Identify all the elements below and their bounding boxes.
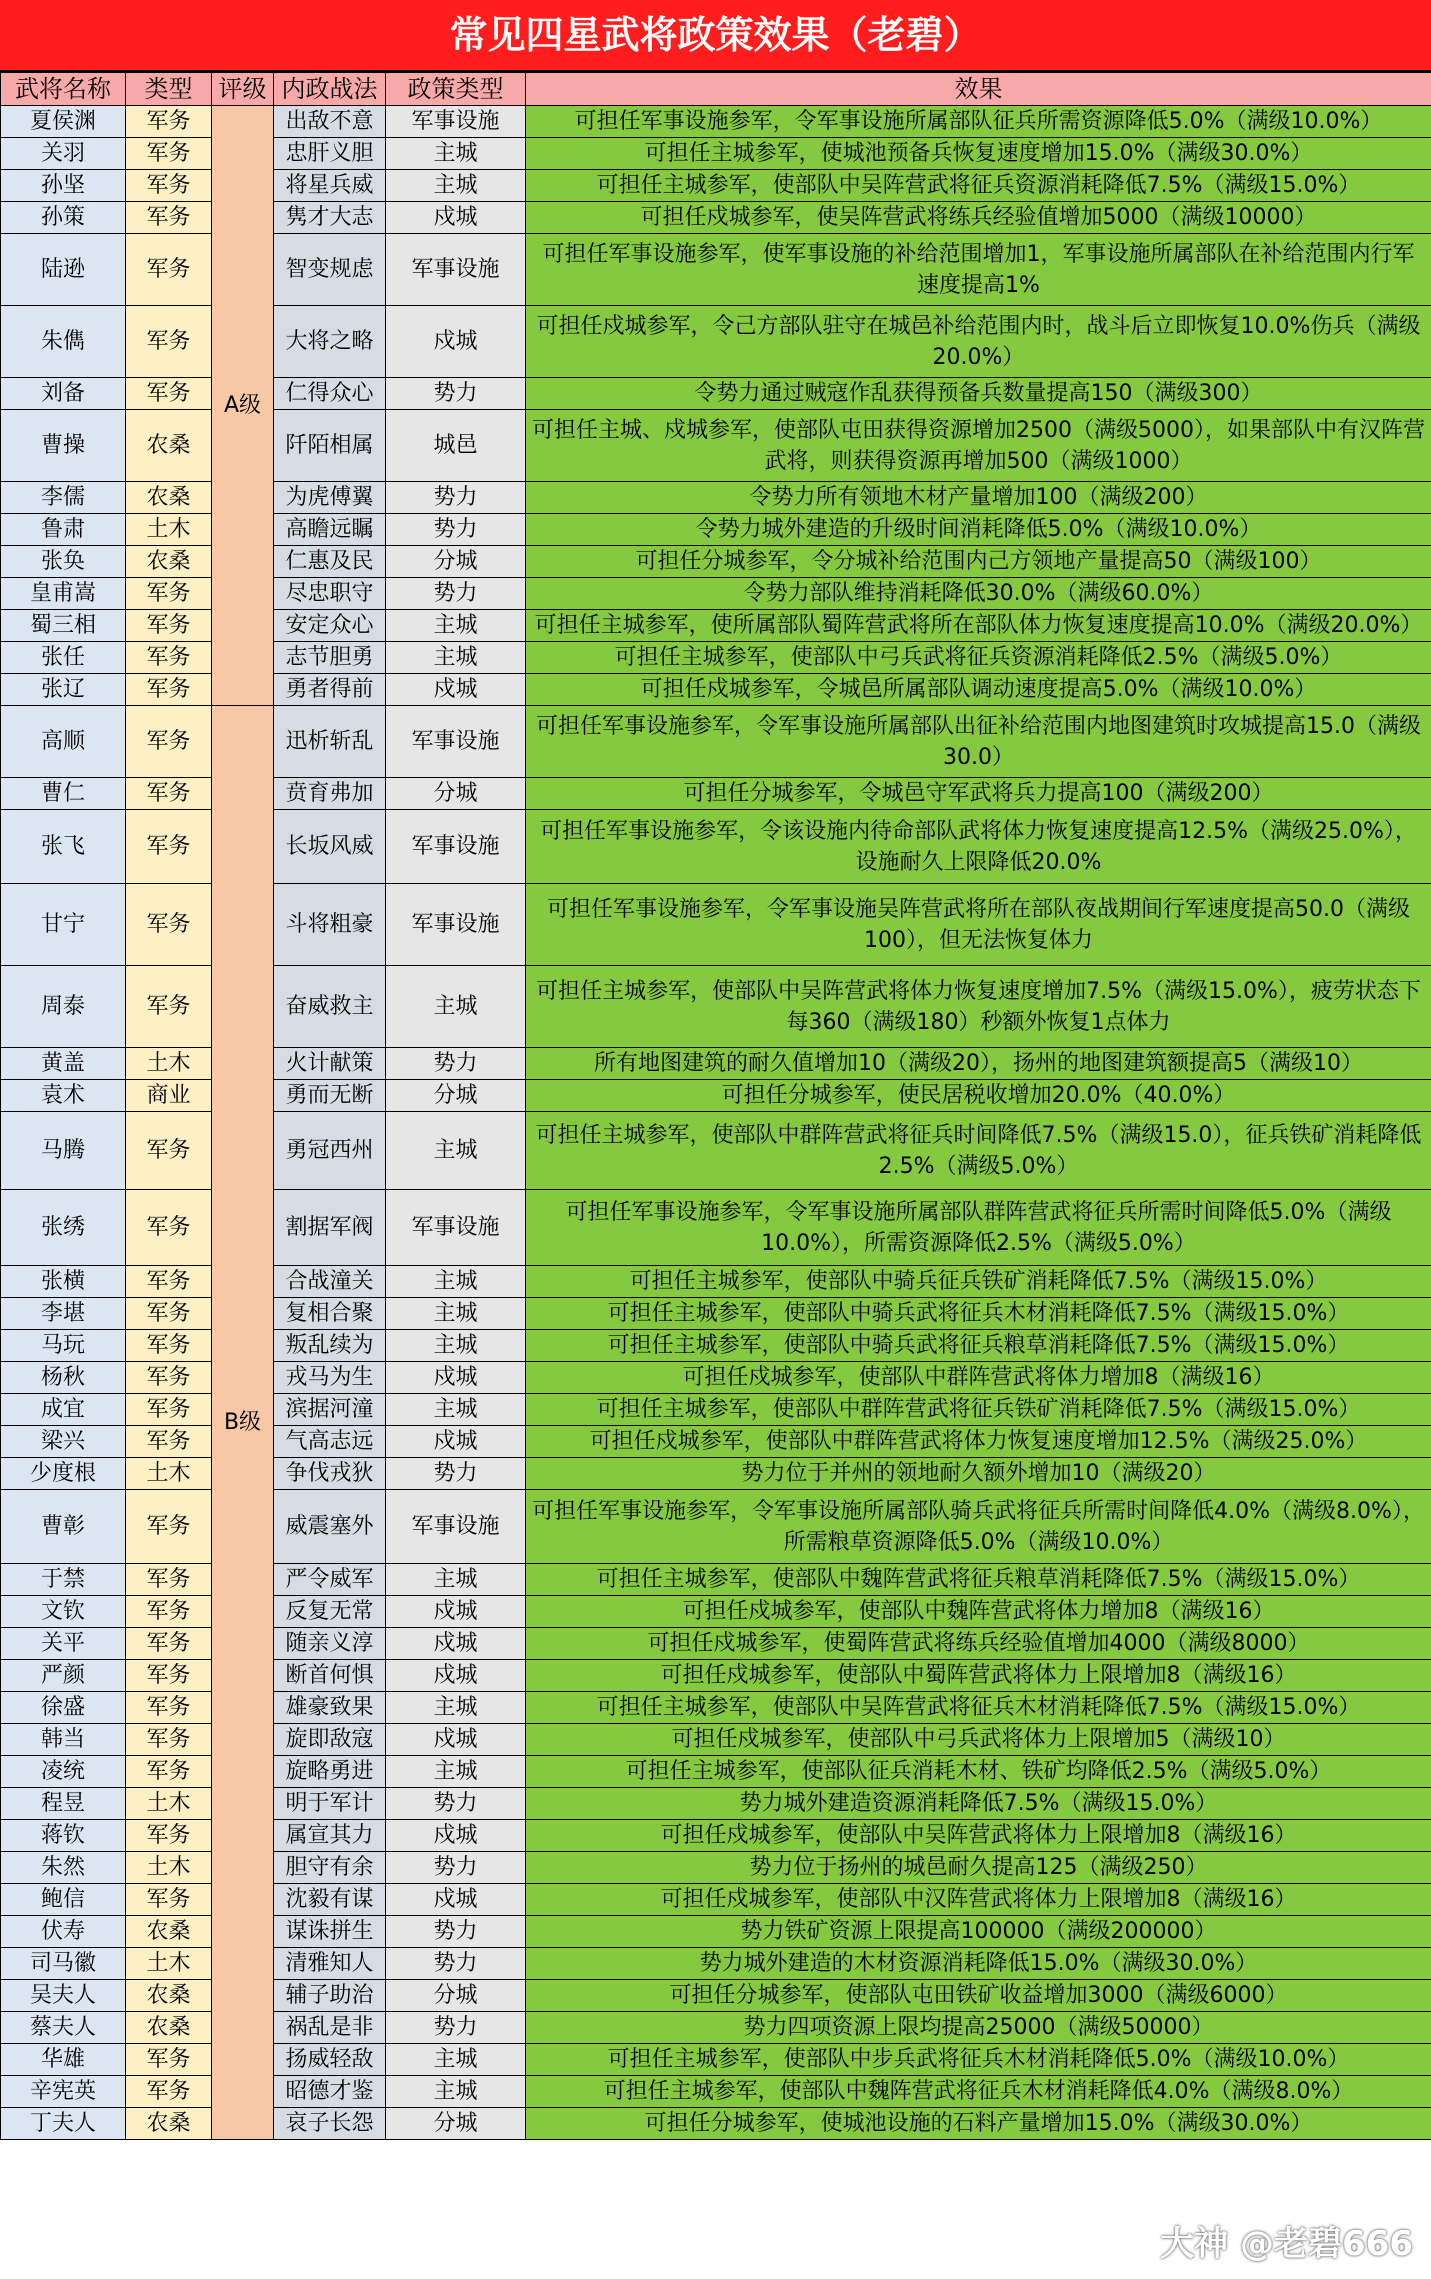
general-name-cell: 杨秋	[1, 1362, 126, 1394]
policy-type-cell: 势力	[386, 1788, 526, 1820]
effect-cell: 势力位于扬州的城邑耐久提高125（满级250）	[526, 1852, 1431, 1884]
general-type-cell: 军务	[126, 1112, 212, 1190]
effect-cell: 势力城外建造的木材资源消耗降低15.0%（满级30.0%）	[526, 1948, 1431, 1980]
general-type-cell: 农桑	[126, 2108, 212, 2140]
skill-cell: 旋略勇进	[274, 1756, 386, 1788]
general-type-cell: 军务	[126, 1490, 212, 1564]
general-name-cell: 张辽	[1, 674, 126, 706]
skill-cell: 断首何惧	[274, 1660, 386, 1692]
general-name-cell: 凌统	[1, 1756, 126, 1788]
skill-cell: 割据军阀	[274, 1190, 386, 1266]
skill-cell: 仁得众心	[274, 378, 386, 410]
policy-type-cell: 军事设施	[386, 1490, 526, 1564]
general-name-cell: 关羽	[1, 138, 126, 170]
general-name-cell: 曹操	[1, 410, 126, 482]
general-name-cell: 成宜	[1, 1394, 126, 1426]
skill-cell: 斗将粗豪	[274, 884, 386, 966]
general-name-cell: 陆逊	[1, 234, 126, 306]
general-name-cell: 李堪	[1, 1298, 126, 1330]
grade-cell: B级	[212, 706, 274, 2140]
table-header-row	[1, 73, 1431, 106]
skill-cell: 胆守有余	[274, 1852, 386, 1884]
skill-cell: 志节胆勇	[274, 642, 386, 674]
skill-cell: 出敌不意	[274, 106, 386, 138]
policy-type-cell: 戍城	[386, 1596, 526, 1628]
effect-cell: 可担任主城参军，使部队中吴阵营武将征兵木材消耗降低7.5%（满级15.0%）	[526, 1692, 1431, 1724]
table-row	[1, 106, 1431, 138]
policy-type-cell: 主城	[386, 2076, 526, 2108]
skill-cell: 威震塞外	[274, 1490, 386, 1564]
policy-type-cell: 主城	[386, 138, 526, 170]
general-name-cell: 关平	[1, 1628, 126, 1660]
skill-cell: 合战潼关	[274, 1266, 386, 1298]
skill-cell: 雄豪致果	[274, 1692, 386, 1724]
effect-cell: 可担任主城参军，使部队征兵消耗木材、铁矿均降低2.5%（满级5.0%）	[526, 1756, 1431, 1788]
effect-cell: 令势力所有领地木材产量增加100（满级200）	[526, 482, 1431, 514]
skill-cell: 忠肝义胆	[274, 138, 386, 170]
general-type-cell: 农桑	[126, 1916, 212, 1948]
header-type: 类型	[126, 73, 212, 106]
policy-type-cell: 戍城	[386, 306, 526, 378]
general-type-cell: 军务	[126, 884, 212, 966]
policy-type-cell: 主城	[386, 170, 526, 202]
policy-type-cell: 主城	[386, 1692, 526, 1724]
policy-type-cell: 分城	[386, 778, 526, 810]
skill-cell: 贲育弗加	[274, 778, 386, 810]
policy-type-cell: 戍城	[386, 1426, 526, 1458]
general-name-cell: 丁夫人	[1, 2108, 126, 2140]
general-type-cell: 军务	[126, 1394, 212, 1426]
effect-cell: 势力四项资源上限均提高25000（满级50000）	[526, 2012, 1431, 2044]
effect-cell: 可担任主城参军，使部队中吴阵营武将征兵资源消耗降低7.5%（满级15.0%）	[526, 170, 1431, 202]
general-type-cell: 军务	[126, 170, 212, 202]
skill-cell: 扬威轻敌	[274, 2044, 386, 2076]
policy-type-cell: 军事设施	[386, 706, 526, 778]
general-name-cell: 韩当	[1, 1724, 126, 1756]
general-type-cell: 军务	[126, 138, 212, 170]
general-type-cell: 农桑	[126, 482, 212, 514]
general-name-cell: 马腾	[1, 1112, 126, 1190]
skill-cell: 火计献策	[274, 1048, 386, 1080]
general-type-cell: 农桑	[126, 546, 212, 578]
general-name-cell: 孙坚	[1, 170, 126, 202]
skill-cell: 严令威军	[274, 1564, 386, 1596]
effect-cell: 可担任戍城参军，使部队中汉阵营武将体力上限增加8（满级16）	[526, 1884, 1431, 1916]
policy-type-cell: 势力	[386, 1048, 526, 1080]
header-policy: 政策类型	[386, 73, 526, 106]
general-type-cell: 军务	[126, 1724, 212, 1756]
general-name-cell: 甘宁	[1, 884, 126, 966]
skill-cell: 滨据河潼	[274, 1394, 386, 1426]
policy-type-cell: 城邑	[386, 410, 526, 482]
general-type-cell: 军务	[126, 1884, 212, 1916]
general-type-cell: 军务	[126, 706, 212, 778]
effect-cell: 所有地图建筑的耐久值增加10（满级20），扬州的地图建筑额提高5（满级10）	[526, 1048, 1431, 1080]
effect-cell: 可担任主城参军，使部队中群阵营武将征兵时间降低7.5%（满级15.0），征兵铁矿消耗降低2.5%（满级5.0%）	[526, 1112, 1431, 1190]
general-type-cell: 军务	[126, 610, 212, 642]
effect-cell: 可担任军事设施参军，令军事设施所属部队骑兵武将征兵所需时间降低4.0%（满级8.0%），所需粮草资源降低5.0%（满级10.0%）	[526, 1490, 1431, 1564]
policy-type-cell: 戍城	[386, 202, 526, 234]
effect-cell: 可担任分城参军，令城邑守军武将兵力提高100（满级200）	[526, 778, 1431, 810]
policy-type-cell: 主城	[386, 2044, 526, 2076]
general-name-cell: 华雄	[1, 2044, 126, 2076]
skill-cell: 奋威救主	[274, 966, 386, 1048]
general-name-cell: 文钦	[1, 1596, 126, 1628]
effect-cell: 可担任戍城参军，使部队中群阵营武将体力增加8（满级16）	[526, 1362, 1431, 1394]
effect-cell: 可担任戍城参军，使部队中蜀阵营武将体力上限增加8（满级16）	[526, 1660, 1431, 1692]
policy-type-cell: 主城	[386, 610, 526, 642]
policy-type-cell: 分城	[386, 1980, 526, 2012]
general-name-cell: 蜀三相	[1, 610, 126, 642]
general-name-cell: 曹仁	[1, 778, 126, 810]
skill-cell: 随亲义淳	[274, 1628, 386, 1660]
general-name-cell: 刘备	[1, 378, 126, 410]
skill-cell: 将星兵威	[274, 170, 386, 202]
general-type-cell: 军务	[126, 778, 212, 810]
policy-type-cell: 主城	[386, 1756, 526, 1788]
effect-cell: 可担任戍城参军，使部队中弓兵武将体力上限增加5（满级10）	[526, 1724, 1431, 1756]
general-type-cell: 军务	[126, 202, 212, 234]
effect-cell: 可担任戍城参军，使吴阵营武将练兵经验值增加5000（满级10000）	[526, 202, 1431, 234]
general-name-cell: 高顺	[1, 706, 126, 778]
general-type-cell: 军务	[126, 306, 212, 378]
skill-cell: 长坂风威	[274, 810, 386, 884]
effect-cell: 可担任分城参军，使城池设施的石料产量增加15.0%（满级30.0%）	[526, 2108, 1431, 2140]
policy-type-cell: 分城	[386, 546, 526, 578]
general-type-cell: 土木	[126, 1852, 212, 1884]
skill-cell: 大将之略	[274, 306, 386, 378]
effect-cell: 可担任戍城参军，使蜀阵营武将练兵经验值增加4000（满级8000）	[526, 1628, 1431, 1660]
policy-type-cell: 势力	[386, 2012, 526, 2044]
general-name-cell: 袁术	[1, 1080, 126, 1112]
skill-cell: 属宣其力	[274, 1820, 386, 1852]
effect-cell: 可担任戍城参军，使部队中吴阵营武将体力上限增加8（满级16）	[526, 1820, 1431, 1852]
policy-type-cell: 戍城	[386, 674, 526, 706]
policy-type-cell: 主城	[386, 1564, 526, 1596]
skill-cell: 昭德才鉴	[274, 2076, 386, 2108]
general-type-cell: 军务	[126, 378, 212, 410]
watermark: 大神 @老碧666	[1160, 2224, 1413, 2264]
general-type-cell: 军务	[126, 1266, 212, 1298]
skill-cell: 祸乱是非	[274, 2012, 386, 2044]
general-name-cell: 徐盛	[1, 1692, 126, 1724]
policy-type-cell: 戍城	[386, 1660, 526, 1692]
general-type-cell: 军务	[126, 1596, 212, 1628]
general-type-cell: 军务	[126, 1660, 212, 1692]
policy-type-cell: 分城	[386, 1080, 526, 1112]
effect-cell: 可担任主城、戍城参军，使部队屯田获得资源增加2500（满级5000），如果部队中有汉阵营武将，则获得资源再增加500（满级1000）	[526, 410, 1431, 482]
general-name-cell: 张横	[1, 1266, 126, 1298]
general-name-cell: 黄盖	[1, 1048, 126, 1080]
effect-cell: 可担任主城参军，使部队中骑兵征兵铁矿消耗降低7.5%（满级15.0%）	[526, 1266, 1431, 1298]
effect-cell: 可担任主城参军，使部队中群阵营武将征兵铁矿消耗降低7.5%（满级15.0%）	[526, 1394, 1431, 1426]
skill-cell: 隽才大志	[274, 202, 386, 234]
effect-cell: 可担任戍城参军，令城邑所属部队调动速度提高5.0%（满级10.0%）	[526, 674, 1431, 706]
general-type-cell: 土木	[126, 514, 212, 546]
effect-cell: 可担任主城参军，使部队中魏阵营武将征兵粮草消耗降低7.5%（满级15.0%）	[526, 1564, 1431, 1596]
policy-type-cell: 主城	[386, 966, 526, 1048]
effect-cell: 可担任戍城参军，使部队中群阵营武将体力恢复速度增加12.5%（满级25.0%）	[526, 1426, 1431, 1458]
general-type-cell: 军务	[126, 1362, 212, 1394]
skill-cell: 勇冠西州	[274, 1112, 386, 1190]
effect-cell: 可担任主城参军，使部队中骑兵武将征兵粮草消耗降低7.5%（满级15.0%）	[526, 1330, 1431, 1362]
general-type-cell: 军务	[126, 1426, 212, 1458]
general-type-cell: 军务	[126, 1564, 212, 1596]
policy-type-cell: 势力	[386, 578, 526, 610]
skill-cell: 戎马为生	[274, 1362, 386, 1394]
general-type-cell: 商业	[126, 1080, 212, 1112]
general-type-cell: 军务	[126, 106, 212, 138]
general-name-cell: 蒋钦	[1, 1820, 126, 1852]
general-name-cell: 于禁	[1, 1564, 126, 1596]
general-type-cell: 土木	[126, 1048, 212, 1080]
general-type-cell: 土木	[126, 1788, 212, 1820]
general-name-cell: 张飞	[1, 810, 126, 884]
effect-cell: 可担任主城参军，使所属部队蜀阵营武将所在部队体力恢复速度提高10.0%（满级20.0%）	[526, 610, 1431, 642]
general-name-cell: 孙策	[1, 202, 126, 234]
general-name-cell: 伏寿	[1, 1916, 126, 1948]
skill-cell: 勇者得前	[274, 674, 386, 706]
general-type-cell: 土木	[126, 1948, 212, 1980]
general-name-cell: 皇甫嵩	[1, 578, 126, 610]
general-type-cell: 军务	[126, 810, 212, 884]
effect-cell: 可担任分城参军，使部队屯田铁矿收益增加3000（满级6000）	[526, 1980, 1431, 2012]
skill-cell: 明于军计	[274, 1788, 386, 1820]
header-name: 武将名称	[1, 73, 126, 106]
effect-cell: 可担任分城参军，令分城补给范围内己方领地产量提高50（满级100）	[526, 546, 1431, 578]
general-name-cell: 马玩	[1, 1330, 126, 1362]
effect-cell: 令势力部队维持消耗降低30.0%（满级60.0%）	[526, 578, 1431, 610]
effect-cell: 可担任军事设施参军，使军事设施的补给范围增加1，军事设施所属部队在补给范围内行军速度提高1%	[526, 234, 1431, 306]
general-type-cell: 军务	[126, 2076, 212, 2108]
effect-cell: 可担任主城参军，使城池预备兵恢复速度增加15.0%（满级30.0%）	[526, 138, 1431, 170]
policy-type-cell: 主城	[386, 1298, 526, 1330]
effect-cell: 势力铁矿资源上限提高100000（满级200000）	[526, 1916, 1431, 1948]
skill-cell: 勇而无断	[274, 1080, 386, 1112]
policy-type-cell: 军事设施	[386, 884, 526, 966]
general-type-cell: 军务	[126, 1692, 212, 1724]
general-type-cell: 军务	[126, 234, 212, 306]
general-type-cell: 军务	[126, 674, 212, 706]
effect-cell: 可担任主城参军，使部队中骑兵武将征兵木材消耗降低7.5%（满级15.0%）	[526, 1298, 1431, 1330]
general-name-cell: 李儒	[1, 482, 126, 514]
effect-cell: 可担任军事设施参军，令军事设施所属部队征兵所需资源降低5.0%（满级10.0%）	[526, 106, 1431, 138]
skill-cell: 迅析斩乱	[274, 706, 386, 778]
general-name-cell: 朱儁	[1, 306, 126, 378]
general-type-cell: 农桑	[126, 1980, 212, 2012]
general-type-cell: 军务	[126, 1298, 212, 1330]
effect-cell: 可担任军事设施参军，令军事设施所属部队出征补给范围内地图建筑时攻城提高15.0（满级30.0）	[526, 706, 1431, 778]
general-name-cell: 严颜	[1, 1660, 126, 1692]
general-name-cell: 夏侯渊	[1, 106, 126, 138]
skill-cell: 哀子长怨	[274, 2108, 386, 2140]
effect-cell: 势力城外建造资源消耗降低7.5%（满级15.0%）	[526, 1788, 1431, 1820]
header-effect: 效果	[526, 73, 1431, 106]
policy-type-cell: 军事设施	[386, 810, 526, 884]
effect-cell: 可担任主城参军，使部队中弓兵武将征兵资源消耗降低2.5%（满级5.0%）	[526, 642, 1431, 674]
policy-type-cell: 分城	[386, 2108, 526, 2140]
general-name-cell: 张任	[1, 642, 126, 674]
general-type-cell: 军务	[126, 642, 212, 674]
general-name-cell: 周泰	[1, 966, 126, 1048]
policy-type-cell: 军事设施	[386, 234, 526, 306]
general-type-cell: 军务	[126, 1330, 212, 1362]
policy-type-cell: 戍城	[386, 1724, 526, 1756]
skill-cell: 复相合聚	[274, 1298, 386, 1330]
page-title: 常见四星武将政策效果（老碧）	[0, 0, 1431, 72]
policy-type-cell: 势力	[386, 1948, 526, 1980]
policy-type-cell: 戍城	[386, 1628, 526, 1660]
skill-cell: 智变规虑	[274, 234, 386, 306]
effect-cell: 可担任主城参军，使部队中步兵武将征兵木材消耗降低5.0%（满级10.0%）	[526, 2044, 1431, 2076]
policy-type-cell: 主城	[386, 1112, 526, 1190]
skill-cell: 清雅知人	[274, 1948, 386, 1980]
skill-cell: 反复无常	[274, 1596, 386, 1628]
general-name-cell: 辛宪英	[1, 2076, 126, 2108]
policy-type-cell: 势力	[386, 378, 526, 410]
skill-cell: 安定众心	[274, 610, 386, 642]
header-skill: 内政战法	[274, 73, 386, 106]
effect-cell: 可担任分城参军，使民居税收增加20.0%（40.0%）	[526, 1080, 1431, 1112]
skill-cell: 辅子助治	[274, 1980, 386, 2012]
policy-type-cell: 主城	[386, 642, 526, 674]
policy-type-cell: 军事设施	[386, 1190, 526, 1266]
general-name-cell: 鲁肃	[1, 514, 126, 546]
skill-cell: 沈毅有谋	[274, 1884, 386, 1916]
policy-type-cell: 戍城	[386, 1884, 526, 1916]
table-row	[1, 706, 1431, 778]
policy-type-cell: 势力	[386, 514, 526, 546]
general-type-cell: 土木	[126, 1458, 212, 1490]
general-type-cell: 军务	[126, 1190, 212, 1266]
general-name-cell: 鲍信	[1, 1884, 126, 1916]
skill-cell: 阡陌相属	[274, 410, 386, 482]
general-name-cell: 张奂	[1, 546, 126, 578]
general-type-cell: 军务	[126, 1820, 212, 1852]
policy-type-cell: 主城	[386, 1330, 526, 1362]
effect-cell: 可担任戍城参军，令己方部队驻守在城邑补给范围内时，战斗后立即恢复10.0%伤兵（满级20.0%）	[526, 306, 1431, 378]
general-name-cell: 曹彰	[1, 1490, 126, 1564]
skill-cell: 仁惠及民	[274, 546, 386, 578]
header-grade: 评级	[212, 73, 274, 106]
general-type-cell: 军务	[126, 1628, 212, 1660]
skill-cell: 争伐戎狄	[274, 1458, 386, 1490]
policy-type-cell: 主城	[386, 1394, 526, 1426]
skill-cell: 尽忠职守	[274, 578, 386, 610]
effect-cell: 令势力城外建造的升级时间消耗降低5.0%（满级10.0%）	[526, 514, 1431, 546]
general-name-cell: 张绣	[1, 1190, 126, 1266]
general-name-cell: 司马徽	[1, 1948, 126, 1980]
policy-type-cell: 势力	[386, 482, 526, 514]
general-name-cell: 蔡夫人	[1, 2012, 126, 2044]
effect-cell: 令势力通过贼寇作乱获得预备兵数量提高150（满级300）	[526, 378, 1431, 410]
effect-cell: 可担任戍城参军，使部队中魏阵营武将体力增加8（满级16）	[526, 1596, 1431, 1628]
effect-cell: 可担任军事设施参军，令该设施内待命部队武将体力恢复速度提高12.5%（满级25.0%），设施耐久上限降低20.0%	[526, 810, 1431, 884]
general-type-cell: 农桑	[126, 2012, 212, 2044]
skill-cell: 谋诛拼生	[274, 1916, 386, 1948]
policy-type-cell: 戍城	[386, 1362, 526, 1394]
policy-type-cell: 势力	[386, 1458, 526, 1490]
general-name-cell: 朱然	[1, 1852, 126, 1884]
general-type-cell: 军务	[126, 1756, 212, 1788]
table-body	[1, 106, 1431, 2140]
general-type-cell: 农桑	[126, 410, 212, 482]
skill-cell: 高瞻远瞩	[274, 514, 386, 546]
policy-table	[0, 72, 1431, 2140]
skill-cell: 为虎傅翼	[274, 482, 386, 514]
effect-cell: 可担任主城参军，使部队中吴阵营武将体力恢复速度增加7.5%（满级15.0%），疲劳状态下每360（满级180）秒额外恢复1点体力	[526, 966, 1431, 1048]
effect-cell: 可担任军事设施参军，令军事设施吴阵营武将所在部队夜战期间行军速度提高50.0（满级100），但无法恢复体力	[526, 884, 1431, 966]
general-name-cell: 吴夫人	[1, 1980, 126, 2012]
general-name-cell: 少度根	[1, 1458, 126, 1490]
grade-cell: A级	[212, 106, 274, 706]
skill-cell: 旋即敌寇	[274, 1724, 386, 1756]
effect-cell: 可担任主城参军，使部队中魏阵营武将征兵木材消耗降低4.0%（满级8.0%）	[526, 2076, 1431, 2108]
general-type-cell: 军务	[126, 966, 212, 1048]
policy-type-cell: 戍城	[386, 1820, 526, 1852]
skill-cell: 气高志远	[274, 1426, 386, 1458]
general-type-cell: 军务	[126, 2044, 212, 2076]
policy-type-cell: 势力	[386, 1852, 526, 1884]
footer	[0, 2206, 1431, 2279]
policy-type-cell: 主城	[386, 1266, 526, 1298]
general-type-cell: 军务	[126, 578, 212, 610]
general-name-cell: 梁兴	[1, 1426, 126, 1458]
skill-cell: 叛乱续为	[274, 1330, 386, 1362]
policy-type-cell: 军事设施	[386, 106, 526, 138]
policy-type-cell: 势力	[386, 1916, 526, 1948]
effect-cell: 势力位于并州的领地耐久额外增加10（满级20）	[526, 1458, 1431, 1490]
effect-cell: 可担任军事设施参军，令军事设施所属部队群阵营武将征兵所需时间降低5.0%（满级10.0%），所需资源降低2.5%（满级5.0%）	[526, 1190, 1431, 1266]
general-name-cell: 程昱	[1, 1788, 126, 1820]
